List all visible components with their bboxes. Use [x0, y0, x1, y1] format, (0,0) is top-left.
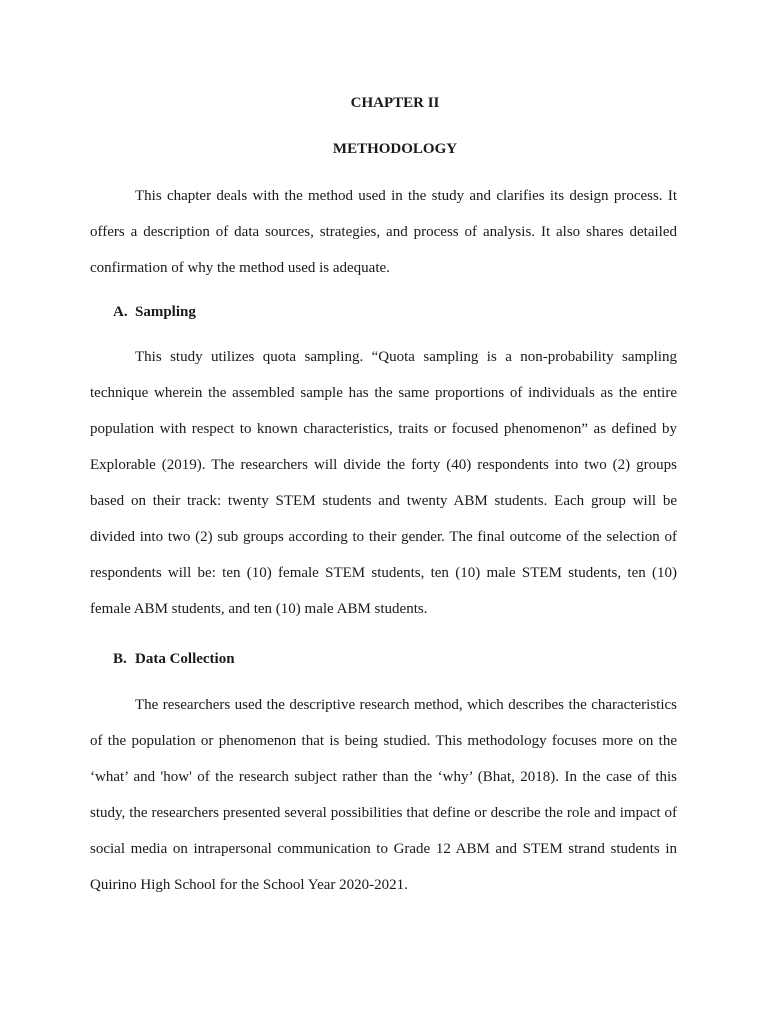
chapter-number-heading: CHAPTER II [350, 95, 440, 111]
section-heading-sampling [113, 302, 196, 322]
sampling-paragraph: This study utilizes quota sampling. “Quota sampling is a non-probability sampling technique wherein the assembled sample has the same proportions of individuals as the entire population with respect to known characteristics, traits or focused phenomenon” as defined by Explorable (2019). The researchers will divide the forty (40) respondents into two (2) groups based on their track: twenty STEM students and twenty ABM students. Each group will be divided into two (2) sub groups according to their gender. The final outcome of the selection of respondents will be: ten (10) female STEM students, ten (10) male STEM students, ten (10) female ABM students, and ten (10) male ABM students. [90, 349, 677, 617]
section-title: Data Collection [135, 651, 235, 667]
chapter-title-heading: METHODOLOGY [332, 141, 458, 157]
section-title: Sampling [135, 304, 196, 320]
data-collection-paragraph: The researchers used the descriptive research method, which describes the characteristics of the population or phenomenon that is being studied. This methodology focuses more on the ‘what’ and 'how' of the research subject rather than the ‘why’ (Bhat, 2018). In the case of this study, the researchers presented several possibilities that define or describe the role and impact of social media on intrapersonal communication to Grade 12 ABM and STEM strand students in Quirino High School for the School Year 2020-2021. [90, 697, 677, 893]
section-heading-data-collection [113, 649, 235, 669]
section-letter: A. [113, 304, 128, 320]
section-letter: B. [113, 651, 127, 667]
intro-paragraph: This chapter deals with the method used in the study and clarifies its design process. It offers a description of data sources, strategies, and process of analysis. It also shares detailed confirmation of why the method used is adequate. [90, 188, 677, 276]
